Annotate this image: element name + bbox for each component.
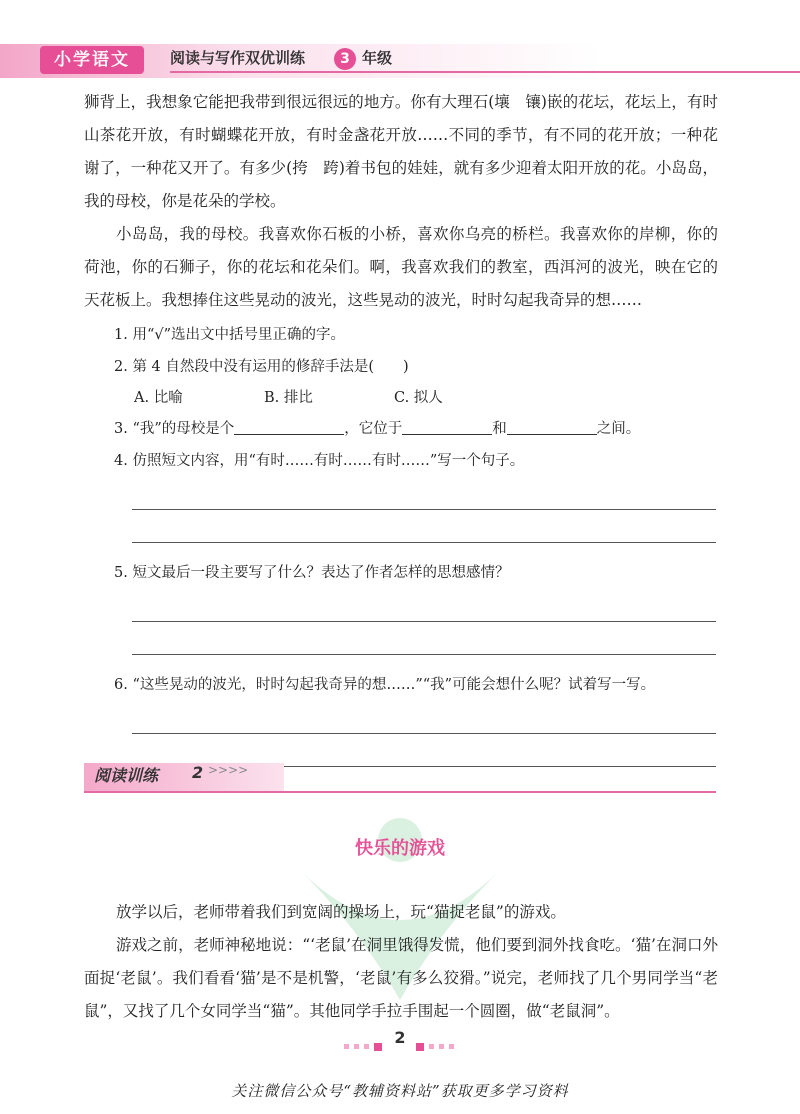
- page-number: 2: [394, 1028, 406, 1047]
- answer-line[interactable]: [132, 477, 716, 510]
- footer-note: 关注微信公众号“教辅资料站”获取更多学习资料: [231, 1082, 569, 1100]
- story-title: 快乐的游戏: [355, 838, 445, 859]
- section-arrows: >>>>: [208, 763, 249, 777]
- passage-paragraph: 小岛岛，我的母校。我喜欢你石板的小桥，喜欢你乌亮的桥栏。我喜欢你的岸柳，你的荷池，你的石狮子，你的花坛和花朵们。啊，我喜欢我们的教室，西洱河的波光，映在它的天花板上。我想捧住这些晃动的波光，这些晃动的波光，时时勾起我奇异的想……: [84, 225, 718, 309]
- section-number: 2: [192, 763, 204, 782]
- grade-label: 年级: [362, 49, 393, 67]
- section-banner: [84, 763, 284, 791]
- subject-badge: 小学语文: [40, 46, 144, 74]
- question-3-text: 之间。: [596, 421, 641, 437]
- question-3: [114, 413, 718, 445]
- option-c[interactable]: C. 拟人: [394, 390, 443, 406]
- answer-line[interactable]: [132, 622, 716, 655]
- passage-paragraph: 游戏之前，老师神秘地说：“‘老鼠’在洞里饿得发慌，他们要到洞外找食吃。‘猫’在洞口外面捉‘老鼠’。我们看看‘猫’是不是机警，‘老鼠’有多么狡猾。”说完，老师找了几个男同学当“老鼠”，又找了几个女同学当“猫”。其他同学手拉手围起一个圆圈，做“老鼠洞”。: [84, 936, 718, 1020]
- grade-number: 3: [334, 48, 356, 70]
- page-dots-right: [416, 1036, 459, 1044]
- fill-blank[interactable]: [507, 416, 597, 435]
- page-header: [0, 0, 800, 80]
- answer-line[interactable]: [132, 701, 716, 734]
- fill-blank[interactable]: [402, 416, 492, 435]
- answer-line[interactable]: [132, 589, 716, 622]
- question-6: 6. “这些晃动的波光，时时勾起我奇异的想……”“我”可能会想什么呢？试着写一写。: [114, 677, 656, 693]
- question-2-options: [134, 383, 718, 413]
- option-a[interactable]: A. 比喻: [134, 390, 183, 406]
- header-rule: [170, 71, 800, 73]
- passage-2: [84, 896, 718, 1028]
- question-4: 4. 仿照短文内容，用“有时……有时……有时……”写一个句子。: [114, 453, 525, 469]
- section-rule: [84, 791, 716, 793]
- dot-icon: [449, 1044, 454, 1049]
- answer-line[interactable]: [132, 510, 716, 543]
- passage-paragraph: 放学以后，老师带着我们到宽阔的操场上，玩“猫捉老鼠”的游戏。: [116, 903, 566, 921]
- passage-paragraph: 狮背上，我想象它能把我带到很远很远的地方。你有大理石(壤 镶)嵌的花坛，花坛上，有时山茶花开放，有时蝴蝶花开放，有时金盏花开放……不同的季节，有不同的花开放；一种花谢了，一种花又开了。有多少(挎 跨)着书包的娃娃，就有多少迎着太阳开放的花。小岛岛，我的母校，你是花朵的学校。: [84, 93, 718, 210]
- series-title: 阅读与写作双优训练: [170, 49, 306, 67]
- section-label: 阅读训练: [94, 766, 159, 785]
- question-3-text: 和: [492, 421, 507, 437]
- fill-blank[interactable]: [234, 416, 344, 435]
- question-1: 1. 用“√”选出文中括号里正确的字。: [114, 327, 346, 343]
- dot-icon: [416, 1043, 424, 1051]
- dot-icon: [429, 1044, 434, 1049]
- question-3-text: 3. “我”的母校是个: [114, 421, 235, 437]
- question-5: 5. 短文最后一段主要写了什么？表达了作者怎样的思想感情？: [114, 565, 510, 581]
- option-b[interactable]: B. 排比: [264, 390, 313, 406]
- question-3-text: ，它位于: [344, 421, 403, 437]
- question-2: 2. 第 4 自然段中没有运用的修辞手法是( ): [114, 359, 409, 375]
- passage-1: [84, 86, 718, 767]
- dot-icon: [439, 1044, 444, 1049]
